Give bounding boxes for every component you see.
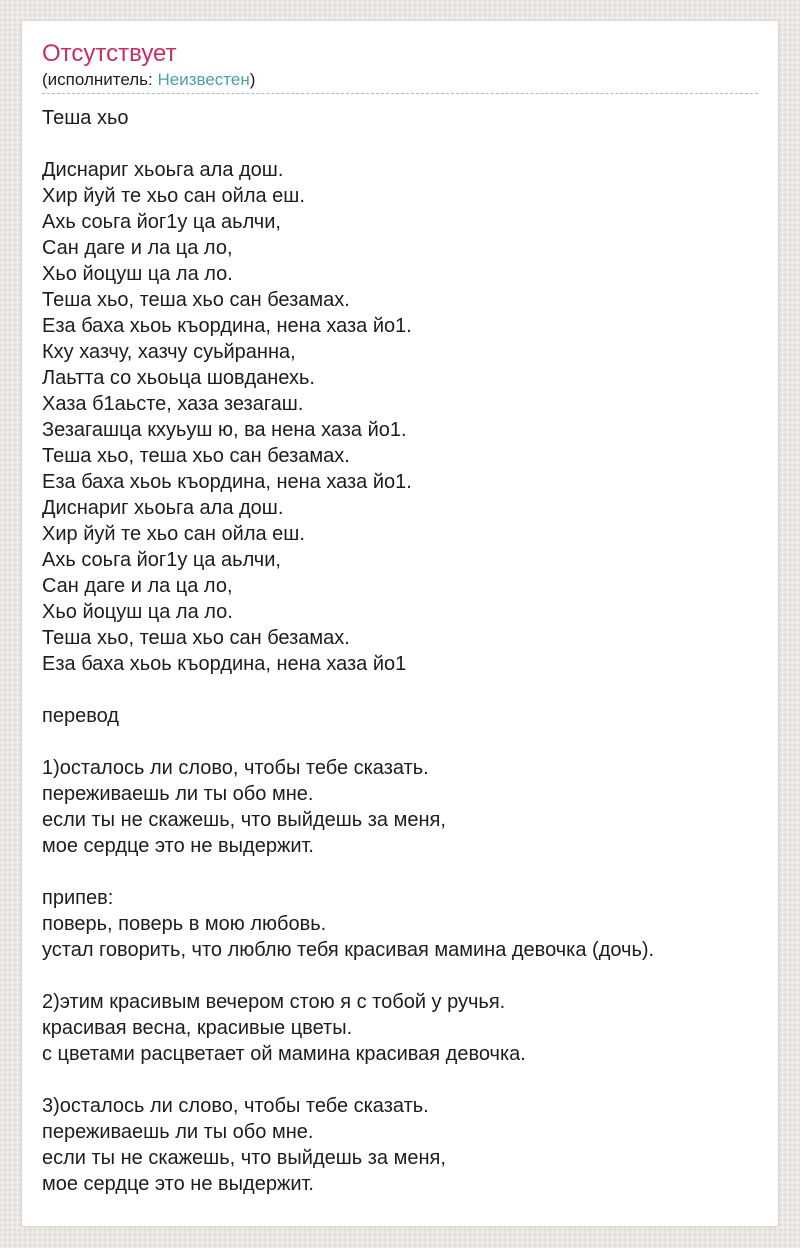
- lyrics-line: мое сердце это не выдержит.: [42, 1173, 314, 1195]
- lyrics-line: Сан даге и ла ца ло,: [42, 575, 233, 597]
- lyrics-line: 3)осталось ли слово, чтобы тебе сказать.: [42, 1095, 429, 1117]
- lyrics-line: перевод: [42, 705, 119, 727]
- lyrics-line: 2)этим красивым вечером стою я с тобой у ручья.: [42, 991, 506, 1013]
- lyrics-line: Хьо йоцуш ца ла ло.: [42, 601, 233, 623]
- lyrics-line: Диснариг хьоьга ала дош.: [42, 159, 284, 181]
- lyrics-line: Теша хьо, теша хьо сан безамах.: [42, 627, 350, 649]
- lyrics-line: Еза баха хьоь къордина, нена хаза йо1.: [42, 315, 412, 337]
- lyrics-text: [42, 105, 758, 1197]
- artist-line: [42, 69, 758, 94]
- lyrics-line: [42, 677, 758, 703]
- lyrics-line: Теша хьо, теша хьо сан безамах.: [42, 289, 350, 311]
- lyrics-line: Хир йуй те хьо сан ойла еш.: [42, 185, 305, 207]
- lyrics-line: [42, 963, 758, 989]
- lyrics-line: Теша хьо, теша хьо сан безамах.: [42, 445, 350, 467]
- lyrics-line: если ты не скажешь, что выйдешь за меня,: [42, 809, 446, 831]
- lyrics-line: Диснариг хьоьга ала дош.: [42, 497, 284, 519]
- lyrics-line: [42, 1067, 758, 1093]
- song-title: Отсутствует: [42, 40, 177, 67]
- artist-label-open: (исполнитель:: [42, 70, 158, 89]
- lyrics-line: Лаьтта со хьоьца шовданехь.: [42, 367, 315, 389]
- lyrics-line: с цветами расцветает ой мамина красивая девочка.: [42, 1043, 526, 1065]
- lyrics-line: Теша хьо: [42, 107, 129, 129]
- lyrics-line: переживаешь ли ты обо мне.: [42, 783, 314, 805]
- lyrics-line: Еза баха хьоь къордина, нена хаза йо1: [42, 653, 407, 675]
- lyrics-line: припев:: [42, 887, 114, 909]
- lyrics-line: Еза баха хьоь къордина, нена хаза йо1.: [42, 471, 412, 493]
- lyrics-line: Ахь соьга йог1у ца аьлчи,: [42, 549, 281, 571]
- lyrics-line: переживаешь ли ты обо мне.: [42, 1121, 314, 1143]
- lyrics-line: устал говорить, что люблю тебя красивая мамина девочка (дочь).: [42, 939, 655, 961]
- lyrics-line: Ахь соьга йог1у ца аьлчи,: [42, 211, 281, 233]
- lyrics-line: красивая весна, красивые цветы.: [42, 1017, 353, 1039]
- artist-label-close: ): [249, 70, 256, 89]
- lyrics-line: Зезагашца кхуьуш ю, ва нена хаза йо1.: [42, 419, 407, 441]
- lyrics-card: [21, 20, 779, 1227]
- lyrics-line: мое сердце это не выдержит.: [42, 835, 314, 857]
- lyrics-line: [42, 859, 758, 885]
- lyrics-line: если ты не скажешь, что выйдешь за меня,: [42, 1147, 446, 1169]
- song-header: [42, 39, 758, 94]
- lyrics-line: Кху хазчу, хазчу суьйранна,: [42, 341, 296, 363]
- lyrics-line: Сан даге и ла ца ло,: [42, 237, 233, 259]
- lyrics-line: 1)осталось ли слово, чтобы тебе сказать.: [42, 757, 429, 779]
- artist-link[interactable]: Неизвестен: [157, 70, 250, 89]
- lyrics-line: поверь, поверь в мою любовь.: [42, 913, 327, 935]
- lyrics-line: [42, 729, 758, 755]
- lyrics-line: Хир йуй те хьо сан ойла еш.: [42, 523, 305, 545]
- lyrics-line: Хаза б1аьсте, хаза зезагаш.: [42, 393, 304, 415]
- lyrics-line: [42, 131, 758, 157]
- lyrics-line: Хьо йоцуш ца ла ло.: [42, 263, 233, 285]
